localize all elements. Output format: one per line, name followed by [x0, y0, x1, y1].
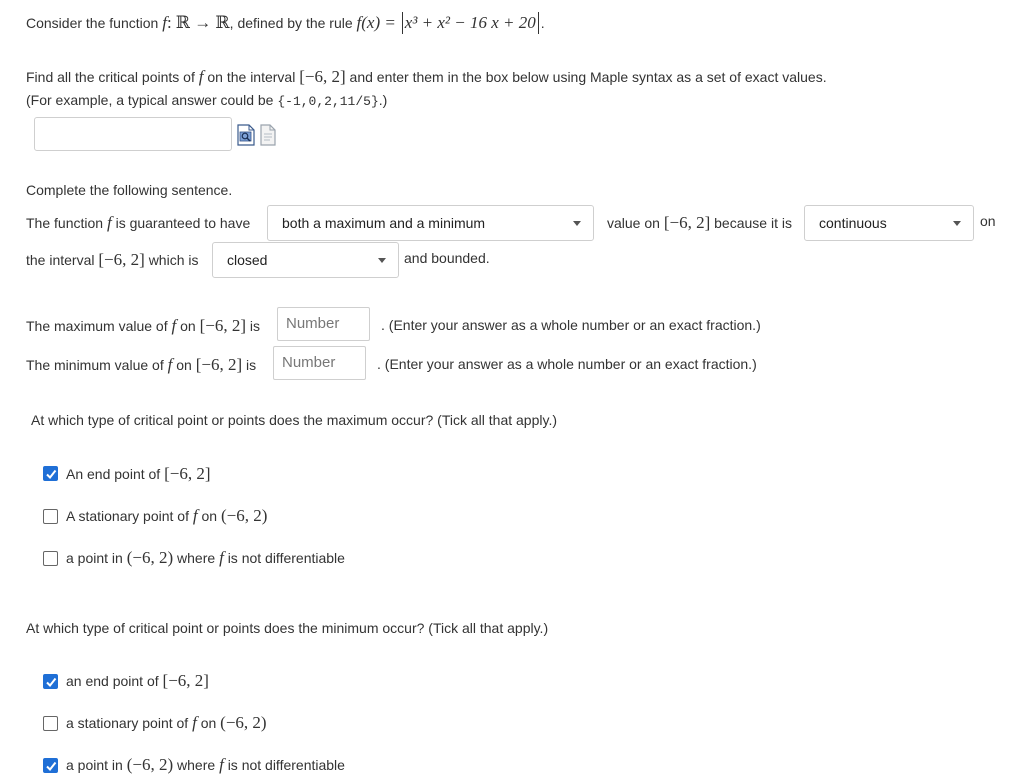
max-nondiff-checkbox[interactable]	[43, 551, 58, 566]
function-definition: Consider the function f: ℝ → ℝ, defined by the rule f(x) = x³ + x² − 16 x + 20 .	[26, 13, 545, 32]
min-endpoint-checkbox[interactable]	[43, 674, 58, 689]
sentence-part-3: on	[980, 213, 996, 229]
sentence-part-5: and bounded.	[404, 250, 490, 266]
maple-syntax-example: (For example, a typical answer could be {-1,0,2,11/5}.)	[26, 92, 388, 109]
min-question: At which type of critical point or points does the minimum occur? (Tick all that apply.)	[26, 620, 549, 636]
min-value-input[interactable]: Number	[273, 346, 366, 380]
min-endpoint-label: an end point of [−6, 2]	[66, 671, 209, 690]
max-stationary-label: A stationary point of f on (−6, 2)	[66, 506, 268, 525]
checkmark-icon	[45, 760, 57, 772]
max-stationary-checkbox[interactable]	[43, 509, 58, 524]
min-stationary-label: a stationary point of f on (−6, 2)	[66, 713, 267, 732]
sentence-part-2: value on [−6, 2] because it is	[607, 213, 792, 232]
interval-type-select[interactable]: closed	[212, 242, 399, 278]
syntax-help-icon[interactable]	[260, 124, 276, 146]
max-endpoint-checkbox[interactable]	[43, 466, 58, 481]
chevron-down-icon	[573, 221, 581, 226]
continuity-select[interactable]: continuous	[804, 205, 974, 241]
max-value-input[interactable]: Number	[277, 307, 370, 341]
min-stationary-checkbox[interactable]	[43, 716, 58, 731]
min-nondiff-checkbox[interactable]	[43, 758, 58, 773]
max-question: At which type of critical point or points does the maximum occur? (Tick all that apply.)	[31, 412, 557, 428]
min-value-label: The minimum value of f on [−6, 2] is	[26, 355, 257, 374]
max-nondiff-label: a point in (−6, 2) where f is not differentiable	[66, 548, 345, 567]
min-value-hint: . (Enter your answer as a whole number or an exact fraction.)	[377, 356, 757, 372]
chevron-down-icon	[953, 221, 961, 226]
critical-points-question: Find all the critical points of f on the interval [−6, 2] and enter them in the box below using Maple syntax as a set of exact values.	[26, 67, 827, 86]
critical-points-input[interactable]	[34, 117, 232, 151]
sentence-part-4: the interval [−6, 2] which is	[26, 250, 199, 269]
chevron-down-icon	[378, 258, 386, 263]
max-value-hint: . (Enter your answer as a whole number or an exact fraction.)	[381, 317, 761, 333]
max-value-label: The maximum value of f on [−6, 2] is	[26, 316, 261, 335]
sentence-part-1: The function f is guaranteed to have	[26, 213, 251, 232]
preview-icon[interactable]	[237, 124, 255, 146]
checkmark-icon	[45, 468, 57, 480]
extrema-select[interactable]: both a maximum and a minimum	[267, 205, 594, 241]
max-endpoint-label: An end point of [−6, 2]	[66, 464, 211, 483]
sentence-heading: Complete the following sentence.	[26, 182, 233, 198]
checkmark-icon	[45, 676, 57, 688]
min-nondiff-label: a point in (−6, 2) where f is not differentiable	[66, 755, 345, 774]
